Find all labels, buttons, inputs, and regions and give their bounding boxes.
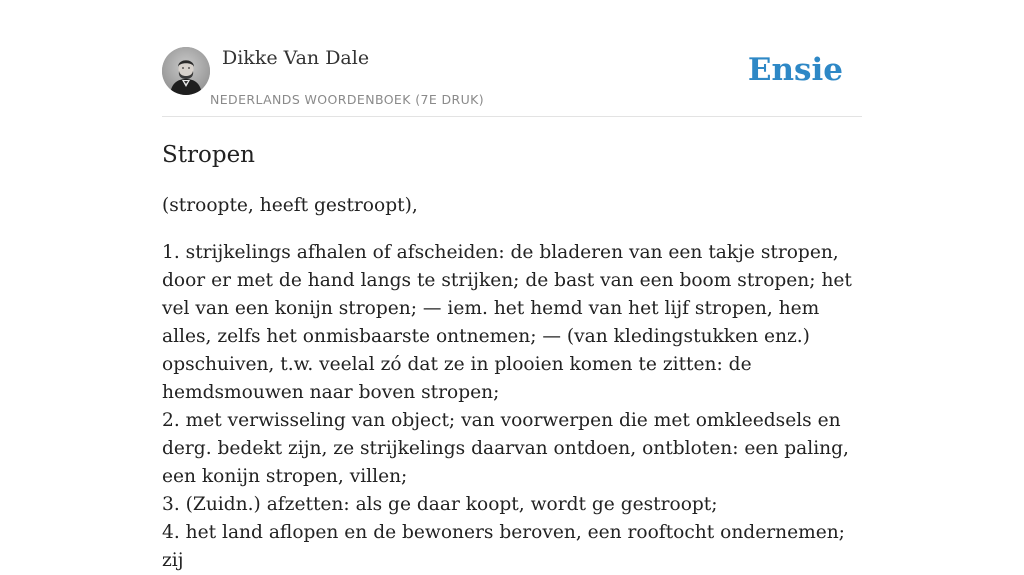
senses-paragraph <box>162 239 862 575</box>
sense-4: 4. het land aflopen en de bewoners beroven, een rooftocht ondernemen; zij <box>162 522 845 571</box>
sense-3: 3. (Zuidn.) afzetten: als ge daar koopt, wordt ge gestroopt; <box>162 494 718 515</box>
grammar-info: (stroopte, heeft gestroopt), <box>162 195 418 216</box>
portrait-icon <box>162 47 210 95</box>
sense-1: 1. strijkelings afhalen of afscheiden: de bladeren van een takje stropen, door er met de hand langs te strijken; de bast van een boom stropen; het vel van een konijn stropen; — iem. het hemd van het lijf stropen, hem alles, zelfs het onmisbaarste ontnemen; — (van kledingstukken enz.) opschuiven, t.w. veelal zó dat ze in plooien komen te zitten: de hemdsmouwen naar boven stropen; <box>162 242 852 403</box>
book-title[interactable]: NEDERLANDS WOORDENBOEK (7E DRUK) <box>210 92 485 107</box>
author-avatar[interactable] <box>162 47 210 95</box>
entry-title: Stropen <box>162 142 255 168</box>
sense-2: 2. met verwisseling van object; van voorwerpen die met omkleedsels en derg. bedekt zijn, ze strijkelings daarvan ontdoen, ontbloten: een paling, een konijn stropen, villen; <box>162 410 849 487</box>
ensie-logo[interactable]: Ensie <box>747 52 843 88</box>
entry-definition <box>162 192 862 575</box>
site-header <box>162 0 862 117</box>
author-name[interactable]: Dikke Van Dale <box>222 47 370 69</box>
